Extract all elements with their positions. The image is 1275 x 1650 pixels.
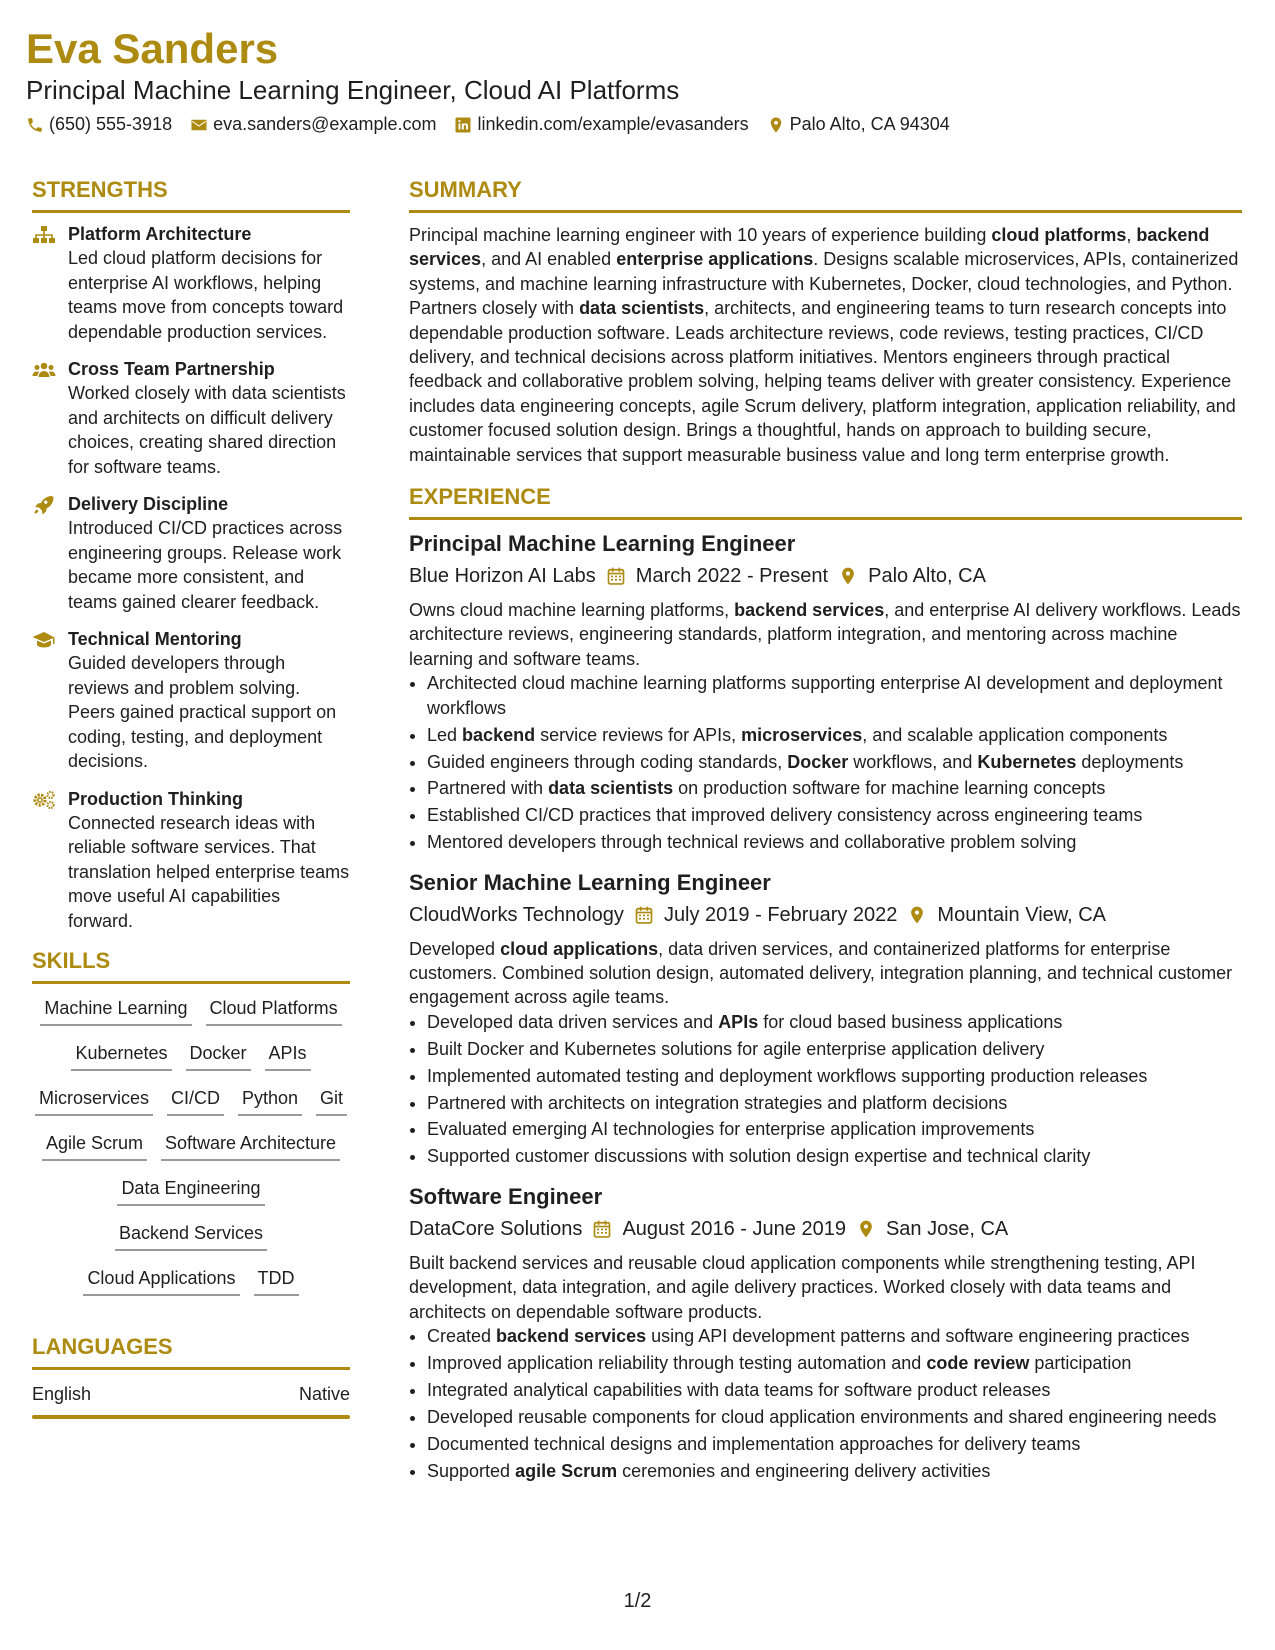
languages-heading: LANGUAGES (32, 1334, 173, 1359)
strengths-section (32, 176, 350, 933)
location-pin-icon (838, 566, 858, 586)
skill-tag: Microservices (35, 1084, 153, 1116)
skill-tag: Python (238, 1084, 302, 1116)
text-segment: workflows, and (848, 751, 978, 772)
page-indicator: 1/2 (623, 1590, 652, 1612)
skill-row (32, 1174, 350, 1219)
bullet-item (427, 1459, 1242, 1483)
bullet-item (427, 803, 1242, 827)
text-segment: , data driven services, and containerized platforms for enterprise customers. Combined solution design, automated delivery, integration planning, and technical customer engagement across agile teams. (409, 938, 1233, 1008)
bullet-item (427, 1010, 1242, 1034)
contact-email-text: eva.sanders@example.com (213, 114, 437, 134)
language-name: English (32, 1384, 92, 1404)
users-icon (32, 360, 56, 380)
strength-item (32, 223, 350, 344)
strengths-divider (32, 210, 350, 213)
skill-row (32, 1039, 350, 1084)
job-dates: July 2019 - February 2022 (663, 903, 898, 926)
emphasized-text: backend services (734, 600, 885, 621)
text-segment: using API development patterns and software engineering practices (646, 1326, 1190, 1346)
skill-tag: Backend Services (115, 1219, 267, 1251)
strengths-heading: STRENGTHS (32, 177, 168, 202)
bullet-item (427, 1117, 1242, 1141)
right-column (409, 176, 1242, 1497)
skill-tag: APIs (265, 1039, 311, 1071)
emphasized-text: backend services (496, 1326, 647, 1346)
text-segment: Supported (427, 1460, 516, 1481)
job-entry (409, 1183, 1242, 1483)
text-segment: Led (427, 724, 463, 745)
text-segment: Created (427, 1326, 497, 1346)
calendar-icon (606, 566, 626, 586)
text-segment: Mentored developers through technical reviews and collaborative problem solving (427, 832, 1077, 853)
strength-description: Led cloud platform decisions for enterprise AI workflows, helping teams move from concepts toward dependable production services. (68, 248, 344, 342)
text-segment: Developed data driven services and (427, 1011, 719, 1032)
text-segment: Supported customer discussions with solution design expertise and technical clarity (427, 1146, 1091, 1167)
text-segment: ceremonies and engineering delivery activities (617, 1460, 991, 1481)
job-bullets (409, 1010, 1242, 1169)
location-pin-icon (767, 116, 785, 134)
bullet-item (427, 1144, 1242, 1168)
strength-title: Technical Mentoring (68, 629, 242, 649)
skill-tag: Cloud Applications (83, 1264, 239, 1296)
job-description (409, 1251, 1242, 1324)
strength-description: Worked closely with data scientists and architects on difficult delivery choices, creating shared direction for software teams. (68, 383, 346, 477)
rocket-icon (32, 495, 56, 515)
candidate-headline: Principal Machine Learning Engineer, Cloud AI Platforms (26, 75, 680, 105)
summary-section (409, 176, 1242, 467)
strength-description: Guided developers through reviews and problem solving. Peers gained practical support on coding, testing, and deployment decisions. (68, 653, 337, 771)
linkedin-icon (454, 116, 472, 134)
text-segment: Architected cloud machine learning platforms supporting enterprise AI development and deployment workflows (427, 673, 1223, 718)
skills-list (32, 994, 350, 1309)
experience-divider (409, 517, 1242, 520)
job-title: Senior Machine Learning Engineer (409, 869, 771, 895)
contact-location (767, 114, 950, 135)
skill-tag: Docker (186, 1039, 251, 1071)
job-meta (409, 1215, 1242, 1243)
bullet-item (427, 671, 1242, 720)
skill-tag: TDD (254, 1264, 299, 1296)
location-pin-icon (907, 905, 927, 925)
job-meta (409, 901, 1242, 929)
job-bullets (409, 671, 1242, 854)
text-segment: , and AI enabled (481, 249, 617, 270)
contact-location-text: Palo Alto, CA 94304 (789, 114, 950, 134)
bullet-item (427, 1405, 1242, 1429)
language-level: Native (298, 1384, 350, 1404)
emphasized-text: cloud applications (500, 938, 659, 959)
text-segment: Partnered with (427, 778, 549, 799)
job-location: San Jose, CA (885, 1217, 1009, 1240)
text-segment: Guided engineers through coding standards, (427, 751, 788, 772)
experience-section (409, 483, 1242, 1483)
phone-icon (26, 116, 44, 134)
emphasized-text: Kubernetes (977, 751, 1077, 772)
job-dates: August 2016 - June 2019 (622, 1217, 846, 1240)
strength-title: Production Thinking (68, 788, 243, 809)
job-title: Principal Machine Learning Engineer (409, 531, 796, 557)
job-dates: March 2022 - Present (635, 565, 829, 588)
skill-row (32, 1084, 350, 1129)
text-segment: Improved application reliability through testing automation and (427, 1352, 927, 1373)
emphasized-text: enterprise applications (616, 249, 814, 270)
text-segment: Principal machine learning engineer with 10 years of experience building (409, 225, 992, 245)
text-segment: , (1126, 225, 1137, 245)
languages-section (32, 1333, 350, 1419)
skills-divider (32, 981, 350, 984)
skills-section (32, 947, 350, 1309)
job-description (409, 937, 1242, 1010)
skill-tag: Git (316, 1084, 347, 1116)
skill-tag: Software Architecture (161, 1129, 340, 1161)
emphasized-text: backend services (409, 225, 1210, 270)
emphasized-text: backend (462, 724, 536, 745)
job-location: Palo Alto, CA (868, 565, 986, 588)
experience-list (409, 530, 1242, 1483)
text-segment: Built backend services and reusable cloud application components while strengthening testing, API development, data integration, and agile delivery practices. Worked closely with data teams and architects on dependable software products. (409, 1252, 1196, 1322)
text-segment: Developed (409, 938, 501, 959)
bullet-item (427, 830, 1242, 854)
summary-heading: SUMMARY (409, 177, 522, 202)
text-segment: Documented technical designs and implementation approaches for delivery teams (427, 1433, 1081, 1454)
text-segment: participation (1029, 1352, 1132, 1373)
emphasized-text: APIs (718, 1011, 759, 1032)
skill-tag: Data Engineering (117, 1174, 264, 1206)
job-entry (409, 869, 1242, 1169)
text-segment: deployments (1076, 751, 1184, 772)
candidate-name: Eva Sanders (26, 25, 279, 72)
skill-row (32, 1264, 350, 1309)
sitemap-icon (32, 225, 56, 245)
text-segment: Developed reusable components for cloud application environments and shared engineering needs (427, 1406, 1217, 1427)
emphasized-text: Docker (787, 751, 849, 772)
contact-linkedin[interactable] (454, 114, 748, 135)
emphasized-text: code review (926, 1352, 1030, 1373)
company-name: CloudWorks Technology (409, 903, 624, 926)
left-column (32, 176, 350, 1419)
bullet-item (427, 750, 1242, 774)
emphasized-text: microservices (741, 724, 863, 745)
skill-row (32, 1129, 350, 1174)
job-title: Software Engineer (409, 1183, 603, 1209)
job-bullets (409, 1324, 1242, 1483)
emphasized-text: data scientists (548, 778, 674, 799)
text-segment: . Designs scalable microservices, APIs, containerized systems, and machine learning infrastructure with Kubernetes, Docker, cloud technologies, and Python. Partners closely with (409, 249, 1239, 319)
text-segment: service reviews for APIs, (535, 724, 742, 745)
strength-title: Delivery Discipline (68, 494, 229, 514)
contact-linkedin-text: linkedin.com/example/evasanders (477, 114, 749, 134)
text-segment: for cloud based business applications (758, 1011, 1063, 1032)
strength-item (32, 788, 350, 934)
graduation-cap-icon (32, 630, 56, 650)
text-segment: , architects, and engineering teams to turn research concepts into dependable production software. Leads architecture reviews, code reviews, testing practices, CI/CD delivery, and technical decisions across platform initiatives. Mentors engineers through practical feedback and collaborative problem solving, helping teams deliver with greater consistency. Experience includes data engineering concepts, agile Scrum delivery, platform integration, application reliability, and customer focused solution design. Brings a thoughtful, hands on approach to building secure, maintainable services that support measurable business value and long term enterprise growth. (409, 298, 1236, 465)
skill-tag: Agile Scrum (42, 1129, 147, 1161)
company-name: DataCore Solutions (409, 1217, 583, 1240)
skill-tag: CI/CD (167, 1084, 224, 1116)
emphasized-text: cloud platforms (991, 225, 1127, 245)
bullet-item (427, 1037, 1242, 1061)
job-location: Mountain View, CA (937, 903, 1107, 926)
text-segment: Implemented automated testing and deployment workflows supporting production releases (427, 1065, 1148, 1086)
location-pin-icon (856, 1219, 876, 1239)
emphasized-text: data scientists (579, 298, 705, 319)
skill-row (32, 994, 350, 1039)
strength-title: Platform Architecture (68, 224, 252, 244)
resume-header (26, 24, 1249, 135)
emphasized-text: agile Scrum (515, 1460, 618, 1481)
bullet-item (427, 1091, 1242, 1115)
job-description (409, 598, 1242, 671)
text-segment: Integrated analytical capabilities with data teams for software product releases (427, 1379, 1051, 1400)
bullet-item (427, 1351, 1242, 1375)
text-segment: , and scalable application components (862, 724, 1168, 745)
skill-tag: Machine Learning (40, 994, 191, 1026)
summary-text (409, 223, 1242, 467)
strength-item (32, 628, 350, 774)
strength-description: Introduced CI/CD practices across engineering groups. Release work became more consistent, and teams gained clearer feedback. (68, 518, 343, 612)
language-level-bar (32, 1415, 350, 1419)
language-item (32, 1384, 350, 1405)
bullet-item (427, 1432, 1242, 1456)
bullet-item (427, 1378, 1242, 1402)
skill-row (32, 1219, 350, 1264)
skill-tag: Cloud Platforms (206, 994, 342, 1026)
calendar-icon (592, 1219, 612, 1239)
text-segment: Evaluated emerging AI technologies for enterprise application improvements (427, 1119, 1035, 1140)
text-segment: , and enterprise AI delivery workflows. Leads architecture reviews, engineering standards, platform integration, and mentoring across machine learning and software teams. (409, 600, 1241, 669)
contact-phone-text: (650) 555-3918 (49, 114, 173, 134)
contact-email[interactable] (190, 114, 436, 135)
skill-tag: Kubernetes (71, 1039, 171, 1071)
bullet-item (427, 1324, 1242, 1348)
text-segment: Established CI/CD practices that improved delivery consistency across engineering teams (427, 805, 1143, 826)
contact-bar (26, 114, 1249, 135)
gears-icon (32, 790, 56, 810)
strength-item (32, 493, 350, 614)
text-segment: Partnered with architects on integration strategies and platform decisions (427, 1092, 1008, 1113)
text-segment: Built Docker and Kubernetes solutions for agile enterprise application delivery (427, 1038, 1045, 1059)
job-entry (409, 530, 1242, 855)
summary-divider (409, 210, 1242, 213)
contact-phone (26, 114, 172, 135)
company-name: Blue Horizon AI Labs (409, 565, 596, 588)
bullet-item (427, 723, 1242, 747)
skills-heading: SKILLS (32, 948, 111, 973)
calendar-icon (634, 905, 654, 925)
strength-description: Connected research ideas with reliable software services. That translation helped enterprise teams move useful AI capabilities forward. (68, 812, 350, 931)
bullet-item (427, 776, 1242, 800)
text-segment: on production software for machine learning concepts (673, 778, 1106, 799)
bullet-item (427, 1064, 1242, 1088)
job-meta (409, 562, 1242, 590)
strength-item (32, 358, 350, 479)
languages-divider (32, 1367, 350, 1370)
envelope-icon (190, 116, 208, 134)
strength-title: Cross Team Partnership (68, 359, 275, 379)
experience-heading: EXPERIENCE (409, 484, 551, 510)
text-segment: Owns cloud machine learning platforms, (409, 600, 735, 621)
